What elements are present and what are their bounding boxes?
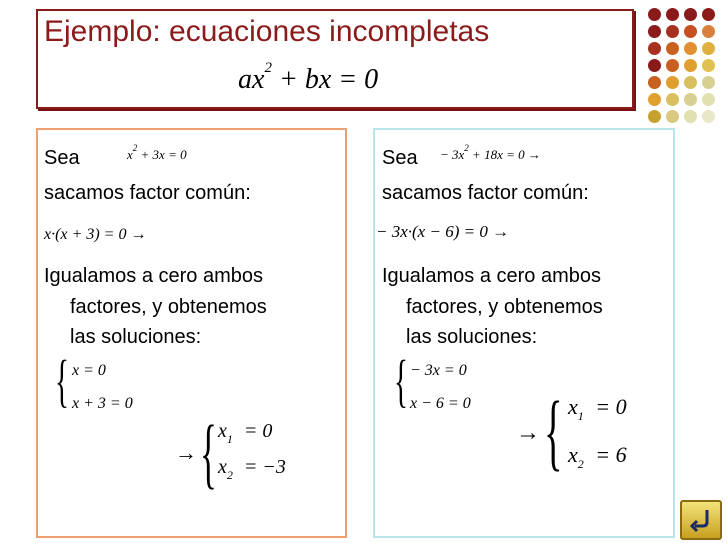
return-button[interactable] — [680, 500, 722, 540]
decorative-dot — [684, 42, 697, 55]
right-solution-2 — [568, 442, 627, 471]
decorative-dot — [702, 25, 715, 38]
left-system-eq-2: x + 3 = 0 — [72, 395, 133, 412]
left-sea-label: Sea — [44, 147, 80, 169]
left-factored-equation: x·(x + 3) = 0 → — [44, 226, 147, 243]
formula-term-a: ax — [238, 64, 265, 95]
right-solution-1-var: x — [568, 394, 578, 419]
left-zero-line-3: las soluciones: — [70, 326, 202, 348]
decorative-dot — [684, 110, 697, 123]
left-zero-line-2: factores, y obtenemos — [70, 296, 267, 318]
decorative-dot — [702, 93, 715, 106]
left-solution-1-value: = 0 — [243, 420, 273, 442]
left-zero-line-1: Igualamos a cero ambos — [44, 265, 264, 287]
decorative-dot — [702, 42, 715, 55]
decorative-dot — [702, 8, 715, 21]
right-equation — [440, 143, 541, 163]
decorative-dot — [684, 93, 697, 106]
left-factor-label: sacamos factor común: — [44, 182, 251, 204]
right-system-eq-2: x − 6 = 0 — [410, 395, 471, 412]
right-solution-brace: { — [544, 383, 563, 479]
right-sea-label: Sea — [382, 147, 418, 169]
decorative-dot — [702, 76, 715, 89]
left-system-eq-1: x = 0 — [72, 362, 106, 379]
decorative-dot — [666, 42, 679, 55]
right-equation-exponent: 2 — [464, 143, 469, 153]
right-zero-line-2: factores, y obtenemos — [406, 296, 603, 318]
right-equation-rest: + 18x = 0 → — [472, 147, 541, 162]
right-solution-2-var: x — [568, 442, 578, 467]
decorative-dot — [684, 25, 697, 38]
formula-rest: + bx = 0 — [278, 64, 379, 95]
formula-exponent: 2 — [264, 60, 272, 76]
right-solution-2-value: = 6 — [595, 442, 627, 467]
left-system-brace: { — [55, 348, 69, 413]
right-equation-term: − 3x — [440, 147, 465, 162]
decorative-dot — [648, 110, 661, 123]
left-solution-1 — [218, 420, 273, 446]
decorative-dot — [648, 25, 661, 38]
left-solution-2-var: x — [218, 456, 227, 478]
right-system-eq-1: − 3x = 0 — [410, 362, 467, 379]
right-solution-1-value: = 0 — [595, 394, 627, 419]
slide-title: Ejemplo: ecuaciones incompletas — [44, 15, 490, 48]
return-arrow-icon — [687, 506, 715, 534]
decorative-dot — [666, 93, 679, 106]
left-solution-brace: { — [200, 409, 217, 496]
left-solution-1-var: x — [218, 420, 227, 442]
decorative-dot — [666, 25, 679, 38]
left-equation-exponent: 2 — [132, 143, 138, 153]
decorative-dot — [666, 8, 679, 21]
left-equation-rest: + 3x = 0 — [140, 147, 187, 162]
right-solution-1-sub: 1 — [577, 409, 584, 423]
decorative-dot — [648, 93, 661, 106]
decorative-dot — [648, 8, 661, 21]
decorative-dot — [684, 59, 697, 72]
left-solution-1-sub: 1 — [226, 432, 233, 446]
decorative-dot — [648, 76, 661, 89]
right-zero-line-3: las soluciones: — [406, 326, 538, 348]
decorative-dot — [648, 59, 661, 72]
left-solution-2-value: = −3 — [243, 456, 286, 478]
decorative-dot — [702, 110, 715, 123]
decorative-dot — [684, 76, 697, 89]
decorative-dot — [666, 59, 679, 72]
right-factor-label: sacamos factor común: — [382, 182, 589, 204]
general-formula — [238, 60, 379, 96]
right-zero-line-1: Igualamos a cero ambos — [382, 265, 602, 287]
right-factored-equation: − 3x·(x − 6) = 0 → — [376, 222, 510, 241]
right-solution-2-sub: 2 — [577, 457, 584, 471]
left-equation — [127, 143, 187, 163]
decorative-dot — [666, 76, 679, 89]
decorative-dot — [684, 8, 697, 21]
left-implies-arrow: → — [175, 440, 197, 465]
decorative-dot — [666, 110, 679, 123]
left-equation-term: x — [127, 147, 133, 162]
decorative-dot — [648, 42, 661, 55]
right-implies-arrow: → — [516, 420, 540, 446]
decorative-dot — [702, 59, 715, 72]
right-solution-1 — [568, 394, 627, 423]
left-solution-2-sub: 2 — [226, 468, 233, 482]
left-solution-2 — [218, 456, 286, 482]
right-system-brace: { — [394, 348, 408, 413]
